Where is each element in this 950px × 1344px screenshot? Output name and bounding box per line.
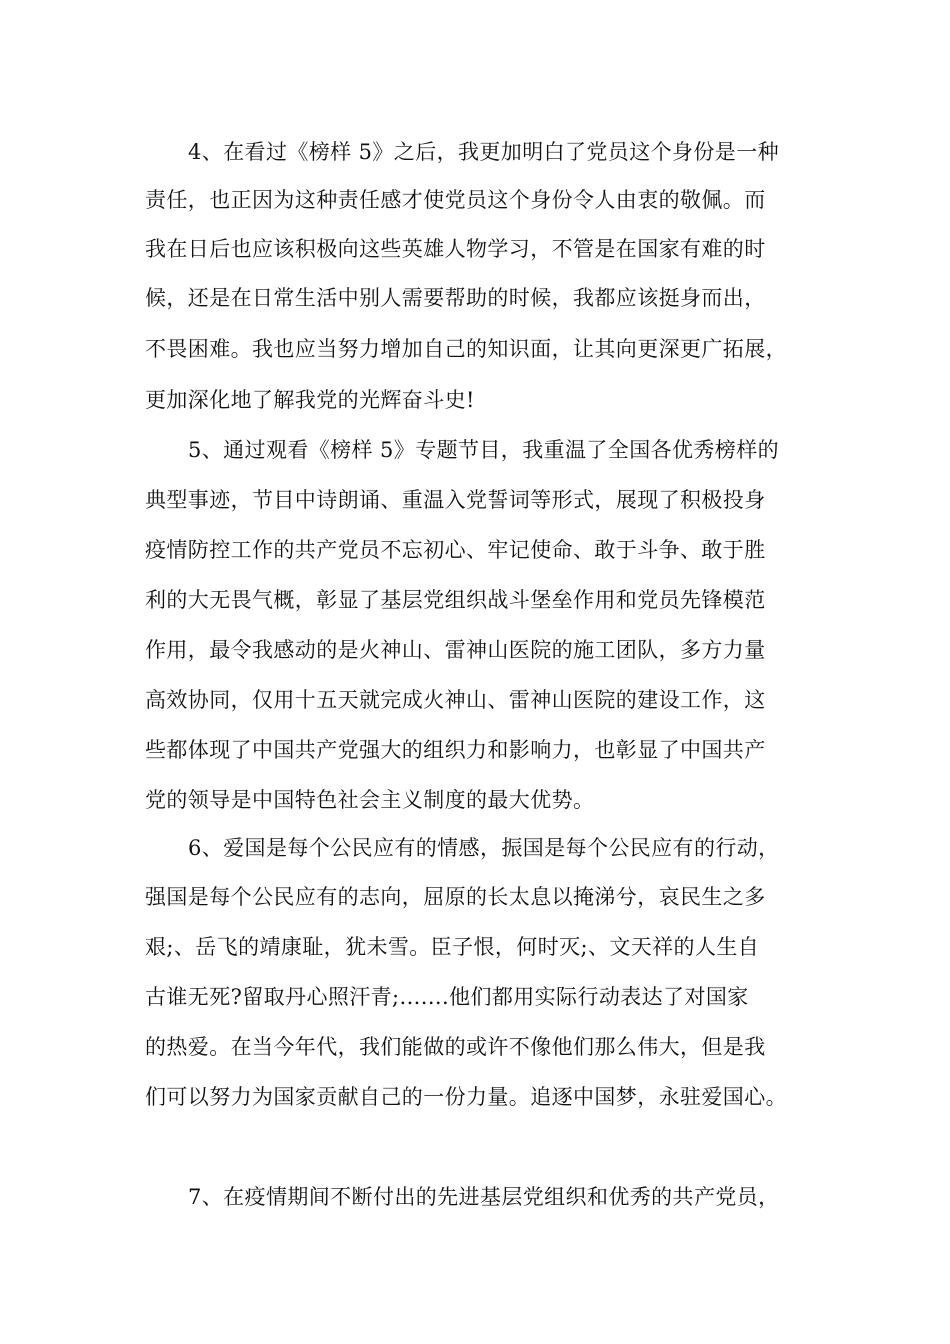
paragraph-line: 责任，也正因为这种责任感才使党员这个身份令人由衷的敬佩。而 — [145, 188, 766, 212]
paragraph-line: 党的领导是中国特色社会主义制度的最大优势。 — [145, 788, 595, 812]
paragraph-line: 利的大无畏气概，彰显了基层党组织战斗堡垒作用和党员先锋模范 — [145, 588, 766, 612]
paragraph-line: 强国是每个公民应有的志向，屈原的长太息以掩涕兮，哀民生之多 — [145, 885, 766, 909]
paragraph-line: 古谁无死?留取丹心照汗青;.......他们都用实际行动表达了对国家 — [145, 985, 749, 1009]
paragraph-line: 我在日后也应该积极向这些英雄人物学习，不管是在国家有难的时 — [145, 237, 766, 261]
paragraph-line: 6、爱国是每个公民应有的情感，振国是每个公民应有的行动， — [188, 836, 780, 860]
paragraph-line: 的热爱。在当今年代，我们能做的或许不像他们那么伟大，但是我 — [145, 1035, 766, 1059]
paragraph-line: 疫情防控工作的共产党员不忘初心、牢记使命、敢于斗争、敢于胜 — [145, 538, 766, 562]
paragraph-line: 候，还是在日常生活中别人需要帮助的时候，我都应该挺身而出， — [145, 286, 766, 310]
paragraph-line: 们可以努力为国家贡献自己的一份力量。追逐中国梦，永驻爱国心。 — [145, 1085, 787, 1109]
paragraph-line: 不畏困难。我也应当努力增加自己的知识面，让其向更深更广拓展， — [145, 337, 787, 361]
paragraph-line: 作用，最令我感动的是火神山、雷神山医院的施工团队，多方力量 — [145, 638, 766, 662]
paragraph-line: 典型事迹，节目中诗朗诵、重温入党誓词等形式，展现了积极投身 — [145, 488, 766, 512]
paragraph-line: 更加深化地了解我党的光辉奋斗史! — [145, 388, 475, 412]
paragraph-line: 7、在疫情期间不断付出的先进基层党组织和优秀的共产党员， — [188, 1185, 780, 1209]
paragraph-line: 高效协同，仅用十五天就完成火神山、雷神山医院的建设工作，这 — [145, 688, 766, 712]
paragraph-line: 4、在看过《榜样 5》之后，我更加明白了党员这个身份是一种 — [188, 140, 779, 164]
paragraph-line: 艰;、岳飞的靖康耻，犹未雪。臣子恨，何时灭;、文天祥的人生自 — [145, 935, 760, 959]
paragraph-line: 5、通过观看《榜样 5》专题节目，我重温了全国各优秀榜样的 — [188, 438, 779, 462]
paragraph-line: 些都体现了中国共产党强大的组织力和影响力，也彰显了中国共产 — [145, 738, 766, 762]
